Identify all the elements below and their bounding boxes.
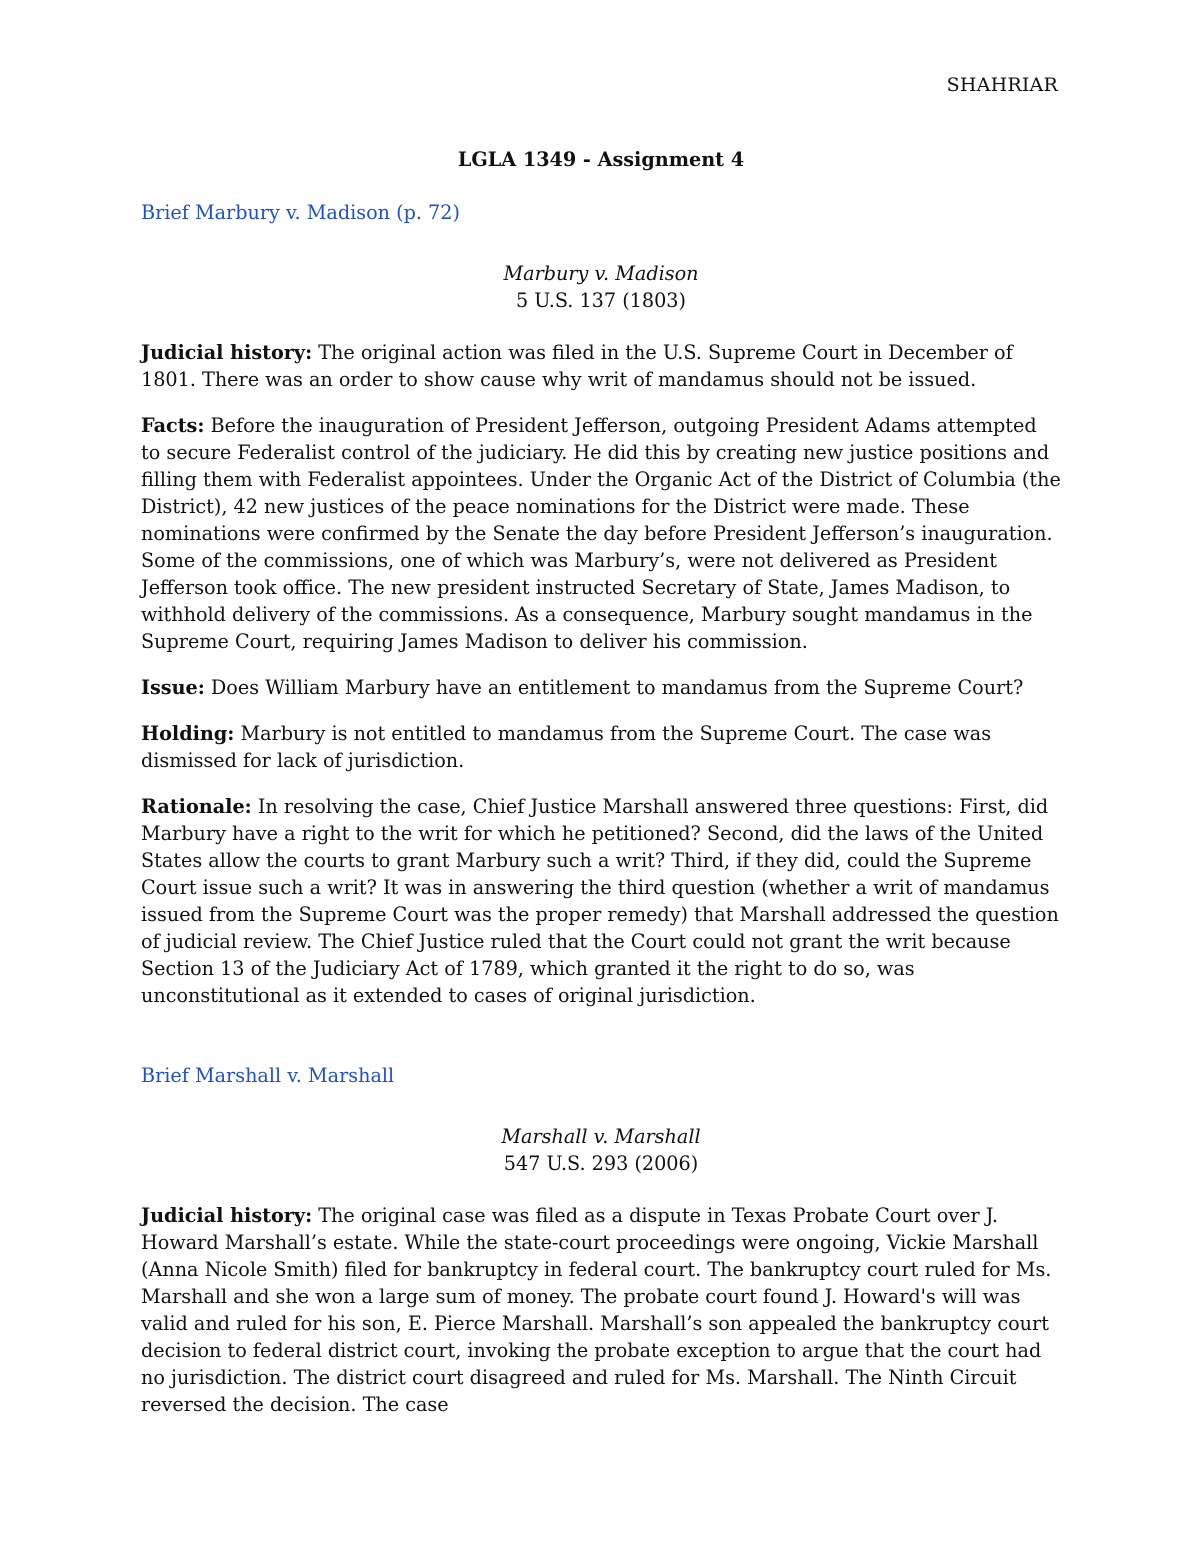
brief1-rationale-text: In resolving the case, Chief Justice Marshall answered three questions: First, did Marbury have a right to the writ for which he petitioned? Second, did the laws of the United States allow the courts to grant Marbury such a writ? Third, if they did, could the Supreme Court issue such a writ? It was in answering the third question (whether a writ of mandamus issued from the Supreme Court was the proper remedy) that Marshall addressed the question of judicial review. The Chief Justice ruled that the Court could not grant the writ because Section 13 of the Judiciary Act of 1789, which granted it the right to do so, was unconstitutional as it extended to cases of original jurisdiction. [141,795,1059,1007]
brief1-facts-label: Facts: [141,414,205,437]
brief2-judicial-history [141,1202,1061,1418]
brief1-holding-label: Holding: [141,722,235,745]
brief1-rationale-label: Rationale: [141,795,252,818]
brief1-holding [141,720,1061,774]
document-body [141,146,1061,1418]
brief1-heading: Brief Marbury v. Madison (p. 72) [141,201,460,224]
author-header: SHAHRIAR [946,74,1058,96]
brief1-judicial-history [141,339,1061,393]
brief2-heading: Brief Marshall v. Marshall [141,1064,395,1087]
brief1-issue [141,674,1061,701]
brief1-holding-text: Marbury is not entitled to mandamus from the Supreme Court. The case was dismissed for lack of jurisdiction. [141,722,992,772]
brief2-judicial-history-text: The original case was filed as a dispute in Texas Probate Court over J. Howard Marshall’s estate. While the state-court proceedings were ongoing, Vickie Marshall (Anna Nicole Smith) filed for bankruptcy in federal court. The bankruptcy court ruled for Ms. Marshall and she won a large sum of money. The probate court found J. Howard's will was valid and ruled for his son, E. Pierce Marshall. Marshall’s son appealed the bankruptcy court decision to federal district court, invoking the probate exception to argue that the court had no jurisdiction. The district court disagreed and ruled for Ms. Marshall. The Ninth Circuit reversed the decision. The case [141,1204,1052,1416]
brief1-issue-text: Does William Marbury have an entitlement to mandamus from the Supreme Court? [204,676,1024,699]
brief1-judicial-history-label: Judicial history: [141,341,313,364]
brief1-facts [141,412,1061,655]
brief1-case-name: Marbury v. Madison [503,262,699,285]
brief2-citation: 547 U.S. 293 (2006) [503,1152,699,1175]
brief2-case-name: Marshall v. Marshall [501,1125,701,1148]
document-title: LGLA 1349 - Assignment 4 [457,148,745,171]
brief2-judicial-history-label: Judicial history: [141,1204,313,1227]
brief1-rationale [141,793,1061,1009]
brief1-judicial-history-text: The original action was filed in the U.S. Supreme Court in December of 1801. There was an order to show cause why writ of mandamus should not be issued. [141,341,1013,391]
brief1-facts-text: Before the inauguration of President Jefferson, outgoing President Adams attempted to secure Federalist control of the judiciary. He did this by creating new justice positions and filling them with Federalist appointees. Under the Organic Act of the District of Columbia (the District), 42 new justices of the peace nominations for the District were made. These nominations were confirmed by the Senate the day before President Jefferson’s inauguration. Some of the commissions, one of which was Marbury’s, were not delivered as President Jefferson took office. The new president instructed Secretary of State, James Madison, to withhold delivery of the commissions. As a consequence, Marbury sought mandamus in the Supreme Court, requiring James Madison to deliver his commission. [141,414,1061,653]
brief1-issue-label: Issue: [141,676,205,699]
brief1-citation: 5 U.S. 137 (1803) [516,289,686,312]
